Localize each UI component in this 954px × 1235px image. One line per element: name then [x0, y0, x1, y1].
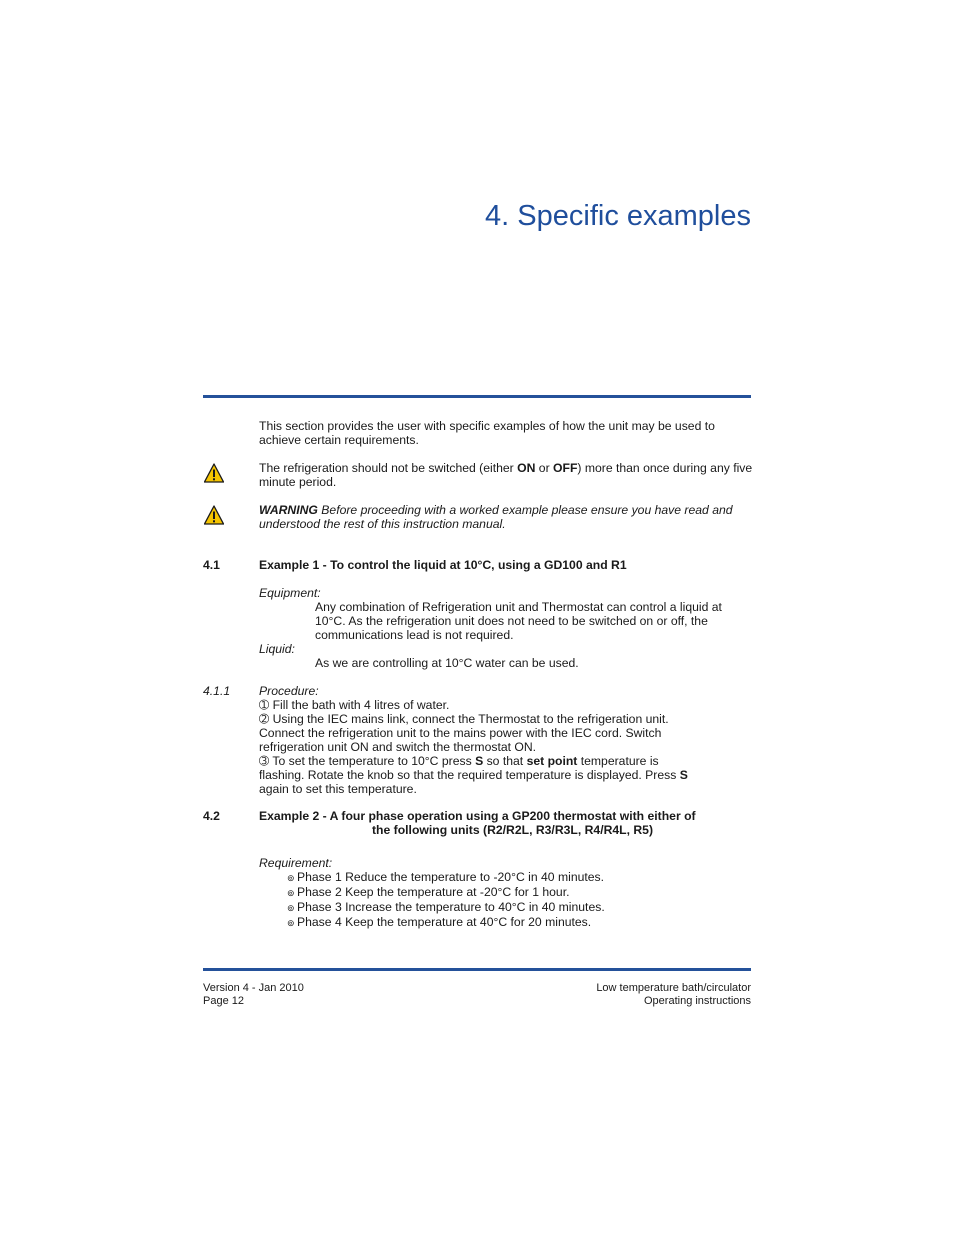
section-number: 4.1	[203, 558, 220, 572]
key-s: S	[679, 768, 688, 782]
step-text: so that	[483, 754, 527, 768]
bullet-icon: ⊚	[287, 918, 295, 928]
off-label: OFF	[553, 461, 578, 475]
caution-text: ) more than once during any five minute period.	[259, 461, 753, 489]
bullet-icon: ⊚	[287, 903, 295, 913]
footer-page-number: Page 12	[203, 994, 244, 1007]
liquid-label: Liquid:	[259, 642, 295, 656]
procedure-step-1: ➀ Fill the bath with 4 litres of water.	[259, 698, 450, 712]
warning-paragraph	[259, 503, 754, 531]
step-text: ➂ To set the temperature to 10°C press	[259, 754, 476, 768]
set-point-label: set point	[526, 754, 578, 768]
section-number: 4.2	[203, 809, 220, 823]
warning-icon	[204, 463, 224, 483]
footer-version: Version 4 - Jan 2010	[203, 982, 304, 994]
on-label: ON	[517, 461, 536, 475]
step-text: temperature is flashing. Rotate the knob so that the required temperature is displayed. Press	[259, 754, 680, 782]
footer-rule	[203, 968, 751, 971]
footer-right	[500, 982, 751, 1007]
list-item	[287, 870, 737, 885]
phase-text: Phase 4 Keep the temperature at 40°C for 20 minutes.	[297, 915, 592, 929]
procedure-step-2: ➁ Using the IEC mains link, connect the Thermostat to the refrigeration unit. Connect the refrigeration unit to the mains power with the IEC cord. Switch refrigeration unit ON and switch the thermostat ON.	[259, 712, 669, 754]
key-s: S	[475, 754, 484, 768]
footer-left	[203, 982, 304, 1007]
list-item	[287, 915, 737, 930]
equipment-text: Any combination of Refrigeration unit and Thermostat can control a liquid at 10°C. As the refrigeration unit does not need to be switched on or off, the communications lead is not required.	[315, 600, 722, 642]
warning-label: WARNING	[259, 503, 318, 517]
bullet-icon: ⊚	[287, 888, 295, 898]
intro-paragraph: This section provides the user with specific examples of how the unit may be used to achieve certain requirements.	[259, 419, 715, 447]
procedure-label: Procedure:	[259, 684, 319, 698]
caution-text: The refrigeration should not be switched (either	[259, 461, 518, 475]
phase-text: Phase 3 Increase the temperature to 40°C in 40 minutes.	[297, 900, 605, 914]
warning-icon	[204, 505, 224, 525]
header-rule	[203, 395, 751, 398]
page-title: 4. Specific examples	[485, 200, 751, 232]
phase-text: Phase 1 Reduce the temperature to -20°C in 40 minutes.	[297, 870, 605, 884]
phase-list	[287, 870, 737, 930]
caution-paragraph	[259, 461, 754, 489]
caution-text: or	[535, 461, 554, 475]
warning-text: Before proceeding with a worked example please ensure you have read and understood the rest of this instruction manual.	[259, 503, 733, 531]
footer-document-type: Operating instructions	[644, 994, 751, 1007]
phase-text: Phase 2 Keep the temperature at -20°C for 1 hour.	[297, 885, 570, 899]
list-item	[287, 900, 737, 915]
liquid-text: As we are controlling at 10°C water can be used.	[315, 656, 579, 670]
equipment-label: Equipment:	[259, 586, 321, 600]
section-heading-continued: the following units (R2/R2L, R3/R3L, R4/R4L, R5)	[372, 823, 654, 837]
procedure-step-3	[259, 754, 689, 796]
step-text: again to set this temperature.	[259, 782, 417, 796]
requirement-label: Requirement:	[259, 856, 333, 870]
bullet-icon: ⊚	[287, 873, 295, 883]
subsection-number: 4.1.1	[203, 684, 231, 698]
section-heading: Example 1 - To control the liquid at 10°C, using a GD100 and R1	[259, 558, 627, 572]
footer-product: Low temperature bath/circulator	[596, 982, 751, 994]
list-item	[287, 885, 737, 900]
section-heading: Example 2 - A four phase operation using a GP200 thermostat with either of	[259, 809, 696, 823]
